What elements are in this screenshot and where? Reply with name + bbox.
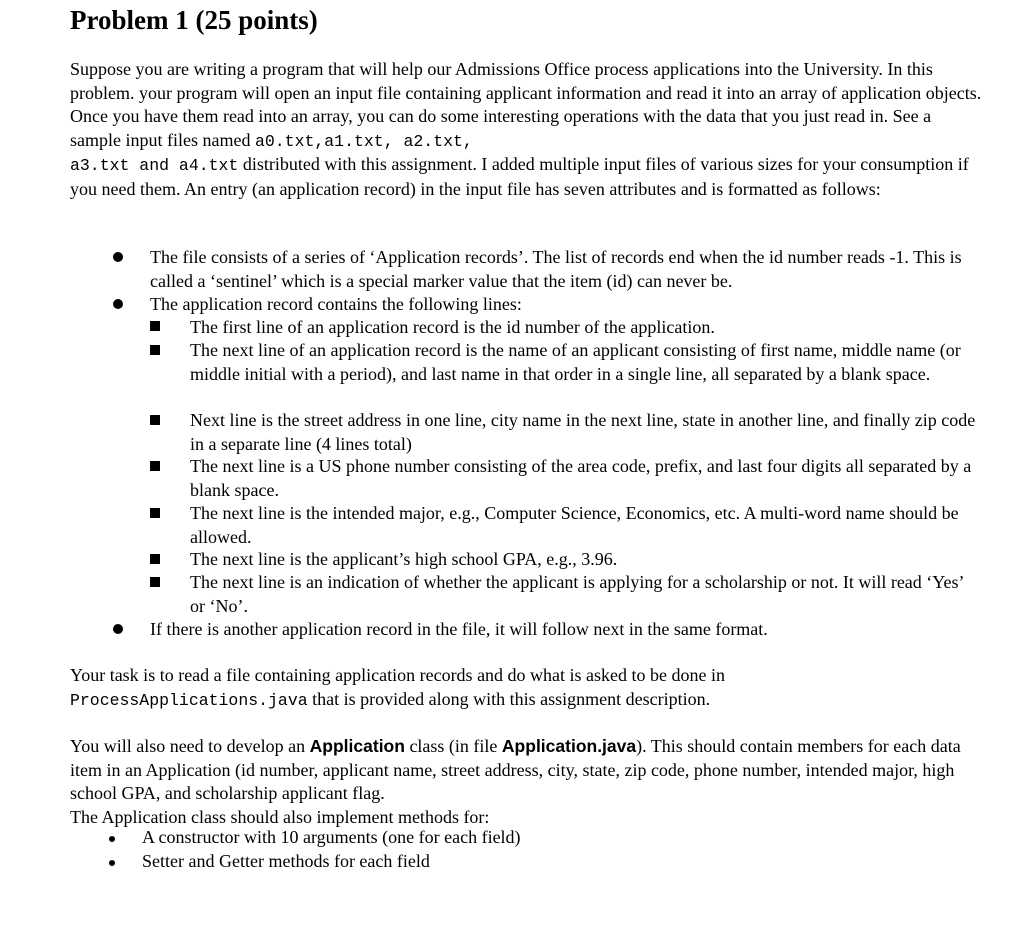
- list-item: If there is another application record in the file, it will follow next in the same format.: [150, 619, 768, 639]
- application-file-name: Application.java: [501, 736, 637, 756]
- square-bullet-icon: [150, 345, 160, 355]
- bullet-icon: [109, 860, 115, 866]
- task-paragraph: [70, 664, 985, 712]
- intro-paragraph: [70, 58, 985, 201]
- application-class-name: Application: [309, 736, 405, 756]
- square-bullet-icon: [150, 415, 160, 425]
- develop-text-c: ). This should contain members for each data item in an Application (id number, applicant name, street address, city, state, zip code, phone number, intended major, high school GPA, and scholarship applicant flag.: [70, 736, 961, 803]
- develop-text-b: class (in file: [404, 736, 502, 756]
- sub-list-item: The first line of an application record is the id number of the application.: [190, 317, 715, 337]
- file-a0: a0.txt,: [254, 131, 325, 151]
- intro-text-b: distributed with this assignment. I added multiple input files of various sizes for your consumption if you need them. An entry (an application record) in the input file has seven attributes and is formatted as follows:: [70, 154, 969, 199]
- develop-text-d: The Application class should also implement methods for:: [70, 806, 490, 827]
- square-bullet-icon: [150, 577, 160, 587]
- page-title: Problem 1 (25 points): [70, 5, 318, 35]
- square-bullet-icon: [150, 321, 160, 331]
- list-item: The file consists of a series of ‘Application records’. The list of records end when the id number reads -1. This is called a ‘sentinel’ which is a special marker value that the item (id) can never be.: [150, 247, 962, 291]
- sub-list-item: The next line of an application record is the name of an applicant consisting of first name, middle name (or middle initial with a period), and last name in that order in a single line, all separated by a blank space.: [190, 340, 961, 384]
- bullet-icon: [113, 299, 123, 309]
- list-item: A constructor with 10 arguments (one for each field): [142, 827, 521, 847]
- develop-text-a: You will also need to develop an: [70, 736, 310, 756]
- list-item: Setter and Getter methods for each field: [142, 851, 430, 871]
- sub-list-item: The next line is an indication of whether the applicant is applying for a scholarship or not. It will read ‘Yes’ or ‘No’.: [190, 572, 964, 616]
- bullet-icon: [113, 252, 123, 262]
- bullet-icon: [109, 836, 115, 842]
- intro-text-a: Suppose you are writing a program that will help our Admissions Office process applications into the University. In this problem. your program will open an input file containing applicant information and read it into an array of application objects. Once you have them read into an array, you can do some interesting operations with the data that you just read in. See a sample input files named: [70, 59, 982, 150]
- sub-list-item: The next line is the intended major, e.g., Computer Science, Economics, etc. A multi-word name should be allowed.: [190, 503, 959, 547]
- square-bullet-icon: [150, 554, 160, 564]
- sub-list-item: The next line is the applicant’s high school GPA, e.g., 3.96.: [190, 549, 618, 569]
- sub-list-item: The next line is a US phone number consisting of the area code, prefix, and last four digits all separated by a blank space.: [190, 456, 972, 500]
- bullet-icon: [113, 624, 123, 634]
- square-bullet-icon: [150, 461, 160, 471]
- sub-list-item: Next line is the street address in one line, city name in the next line, state in another line, and finally zip code in a separate line (4 lines total): [190, 410, 976, 454]
- task-text-b: that is provided along with this assignment description.: [307, 688, 711, 709]
- file-a2: a2.txt,: [393, 131, 473, 151]
- file-a3-a4: a3.txt and a4.txt: [70, 156, 239, 175]
- process-applications-file: ProcessApplications.java: [70, 690, 308, 710]
- file-a1: a1.txt,: [324, 131, 394, 151]
- task-text-a: Your task is to read a file containing application records and do what is asked to be done in: [70, 665, 726, 685]
- list-item: The application record contains the following lines:: [150, 294, 522, 314]
- develop-paragraph: [70, 735, 985, 829]
- square-bullet-icon: [150, 508, 160, 518]
